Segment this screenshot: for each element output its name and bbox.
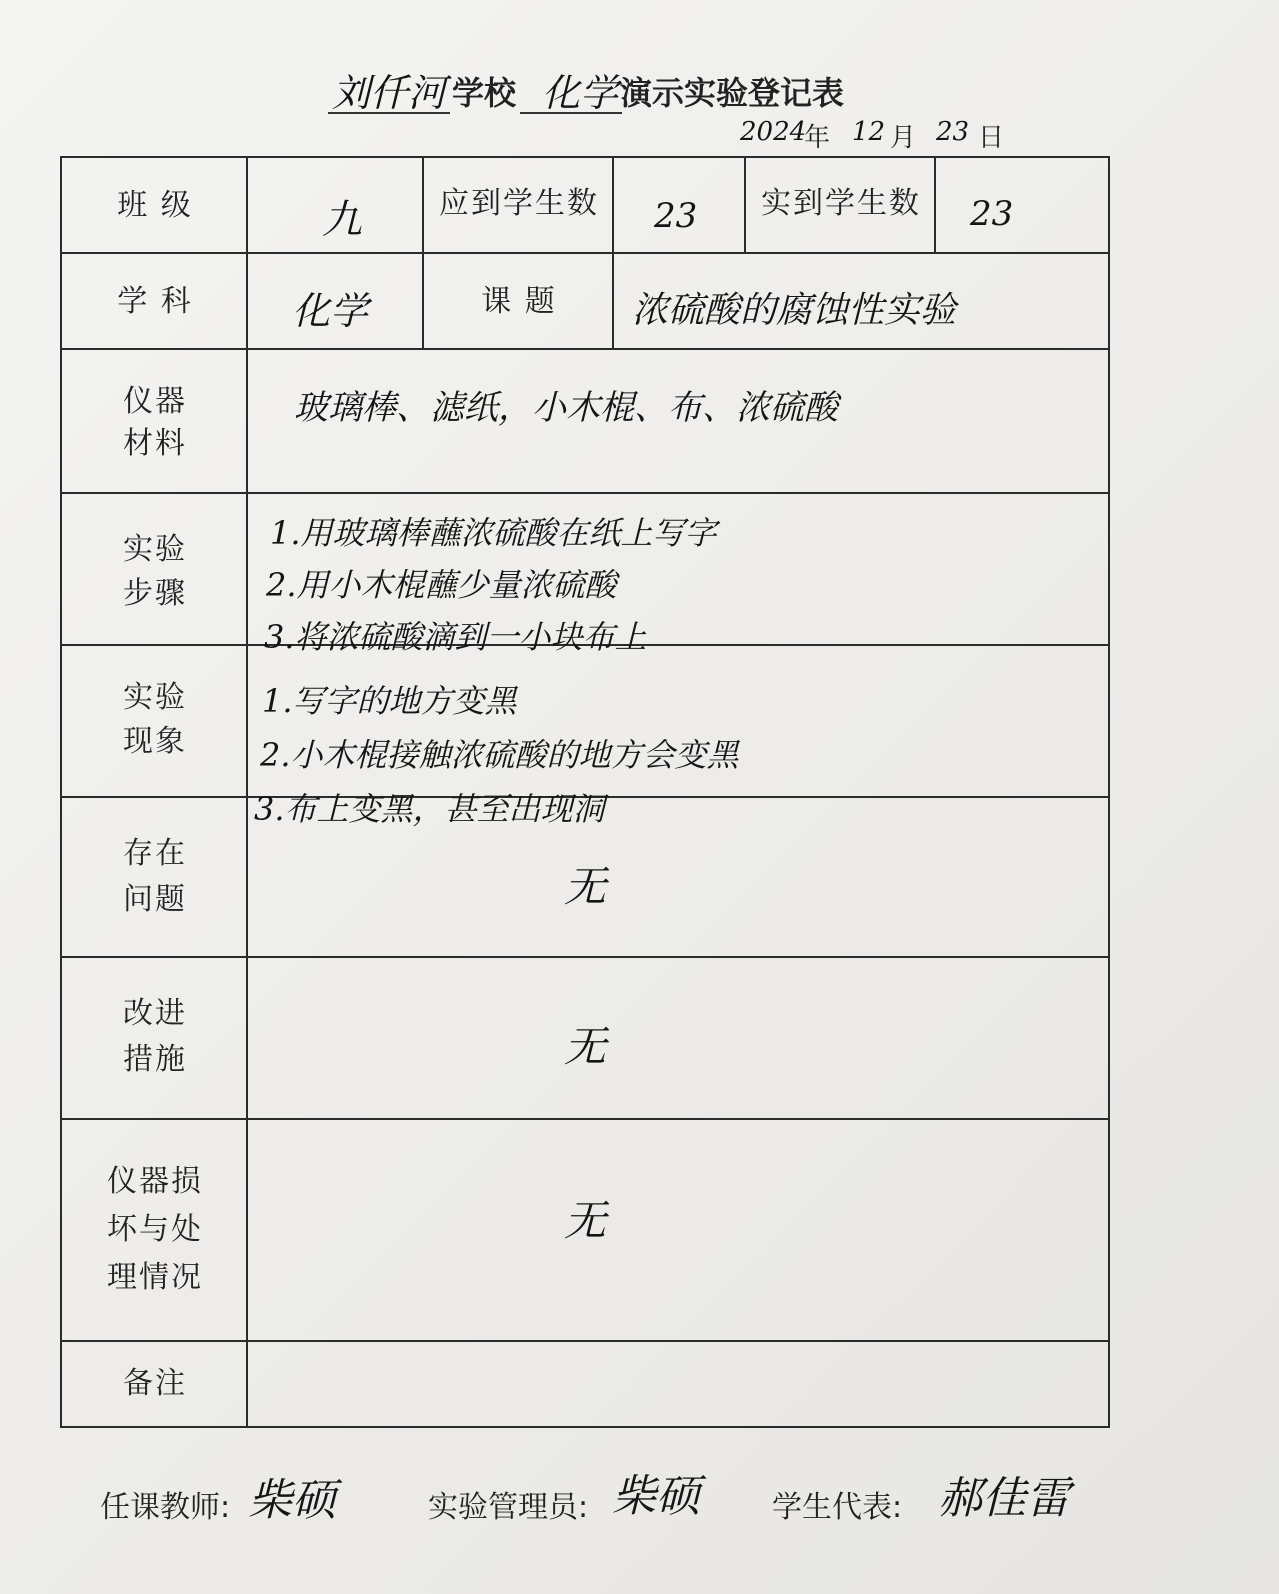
problems-value-cell [248, 798, 1110, 958]
problems-label-1: 存在 [123, 836, 187, 871]
step-1: 1.用玻璃棒蘸浓硫酸在纸上写字 [270, 514, 717, 552]
subject-handwritten: 化学 [542, 71, 619, 115]
phenomena-label-1: 实验 [123, 680, 187, 715]
improve-label-2: 措施 [123, 1042, 187, 1077]
damage-label-1: 仪器损 [107, 1164, 203, 1199]
topic-value-cell [614, 254, 1110, 350]
phenomenon-2: 2.小木棍接触浓硫酸的地方会变黑 [260, 736, 739, 774]
damage-value: 无 [564, 1196, 607, 1245]
phenomena-label-2: 现象 [123, 724, 187, 759]
expected-students-label: 应到学生数 [439, 186, 599, 221]
steps-value-cell [248, 494, 1110, 656]
school-label: 学校 [452, 74, 517, 112]
damage-label-2: 坏与处 [107, 1212, 203, 1247]
remarks-value-cell [248, 1342, 1110, 1426]
signature-footer [0, 1460, 1279, 1560]
problems-label-cell [62, 798, 248, 958]
topic-value: 浓硫酸的腐蚀性实验 [632, 290, 957, 331]
date-row [740, 113, 1040, 153]
admin-signature: 柴硕 [612, 1471, 700, 1522]
materials-label-1: 仪器 [123, 384, 187, 419]
subject-value-cell [248, 254, 424, 350]
expected-students-value: 23 [654, 196, 698, 236]
student-rep-label: 学生代表: [772, 1490, 903, 1525]
topic-label: 课 题 [481, 284, 557, 319]
remarks-label: 备注 [123, 1366, 187, 1401]
phenomena-value-cell [248, 646, 1110, 828]
materials-value: 玻璃棒、滤纸，小木棍、布、浓硫酸 [294, 388, 838, 428]
expected-value-cell [614, 158, 746, 254]
subject-label: 学 科 [117, 284, 193, 319]
materials-label-2: 材料 [123, 426, 187, 461]
step-3: 3.将浓硫酸滴到一小块布上 [264, 618, 647, 656]
improve-label-1: 改进 [123, 996, 187, 1031]
teacher-signature: 柴硕 [248, 1475, 336, 1526]
subject-label-cell [62, 254, 248, 350]
damage-value-cell [248, 1120, 1110, 1342]
damage-label-cell [62, 1120, 248, 1342]
actual-students-value: 23 [970, 194, 1014, 234]
problems-label-2: 问题 [123, 882, 187, 917]
steps-label-1: 实验 [123, 532, 187, 567]
actual-value-cell [936, 158, 1110, 254]
improve-value-cell [248, 958, 1110, 1120]
admin-label: 实验管理员: [428, 1490, 589, 1525]
step-2: 2.用小木棍蘸少量浓硫酸 [266, 566, 617, 604]
subject-value: 化学 [292, 289, 369, 333]
class-value-cell [248, 158, 424, 254]
form-title: 演示实验登记表 [620, 74, 845, 112]
actual-students-label: 实到学生数 [761, 186, 921, 221]
phenomenon-1: 1.写字的地方变黑 [262, 682, 517, 720]
phenomenon-3: 3.布上变黑，甚至出现洞 [254, 790, 605, 828]
date-year-label: 年 [804, 123, 831, 153]
date-month: 12 [852, 117, 886, 147]
actual-label-cell [746, 158, 936, 254]
improve-label-cell [62, 958, 248, 1120]
teacher-label: 任课教师: [100, 1490, 231, 1525]
student-rep-signature: 郝佳雷 [938, 1473, 1070, 1524]
problems-value: 无 [564, 862, 607, 911]
class-label-cell [62, 158, 248, 254]
phenomena-label-cell [62, 646, 248, 798]
remarks-label-cell [62, 1342, 248, 1426]
topic-label-cell [424, 254, 614, 350]
subject-blank-line [520, 112, 622, 114]
class-value: 九 [322, 197, 362, 243]
damage-label-3: 理情况 [107, 1260, 203, 1295]
steps-label-2: 步骤 [123, 576, 187, 611]
expected-label-cell [424, 158, 614, 254]
class-label: 班 级 [117, 188, 193, 223]
date-year: 2024 [740, 117, 807, 147]
steps-label-cell [62, 494, 248, 646]
school-name-handwritten: 刘仟河 [332, 71, 447, 115]
date-month-label: 月 [890, 123, 917, 153]
date-day: 23 [936, 117, 970, 147]
materials-value-cell [248, 350, 1110, 494]
registration-table [60, 156, 1110, 1428]
materials-label-cell [62, 350, 248, 494]
improve-value: 无 [564, 1022, 607, 1071]
school-blank-line [328, 112, 450, 114]
date-day-label: 日 [978, 123, 1005, 153]
